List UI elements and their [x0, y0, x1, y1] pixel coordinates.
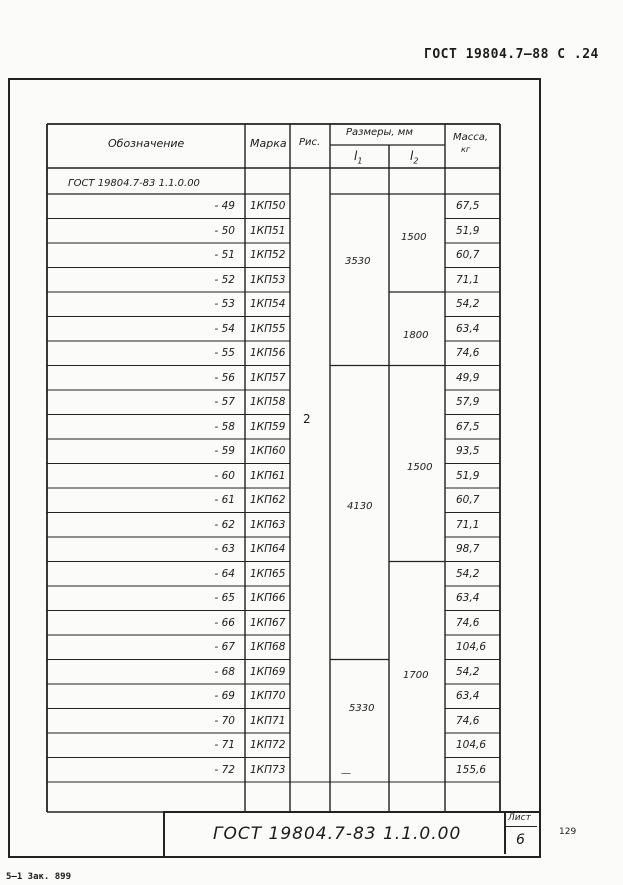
row-mark: 1КП61	[250, 469, 286, 482]
col-header-mark: Марка	[250, 137, 287, 150]
row-mark: 1КП52	[250, 249, 286, 261]
row-designation: - 55	[214, 347, 235, 359]
stamp-title: ГОСТ 19804.7-83 1.1.0.00	[213, 824, 462, 844]
row-designation: - 53	[214, 298, 235, 310]
l2-value-group-2: 1800	[403, 330, 429, 341]
row-mass: 93,5	[456, 445, 480, 457]
row-mark: 1КП59	[250, 420, 286, 433]
row-mass: 49,9	[456, 371, 480, 384]
row-mass: 74,6	[456, 347, 480, 359]
row-designation: - 70	[214, 714, 235, 727]
row-mark: 1КП67	[250, 616, 286, 629]
fig-number: 2	[303, 412, 311, 426]
row-mark: 1КП70	[250, 690, 286, 702]
row-designation: - 60	[214, 469, 235, 482]
row-mark: 1КП72	[250, 739, 286, 751]
row-mark: 1КП62	[250, 494, 286, 506]
row-mass: 63,4	[456, 322, 480, 335]
row-mass: 98,7	[456, 543, 480, 555]
row-mark: 1КП60	[250, 445, 286, 457]
row-designation: - 58	[214, 420, 235, 433]
row-mark: 1КП56	[250, 347, 286, 359]
base-designation: ГОСТ 19804.7-83 1.1.0.00	[68, 178, 200, 189]
row-mark: 1КП68	[250, 641, 286, 653]
stamp-sheet-number: 6	[516, 832, 525, 848]
row-designation: - 49	[214, 200, 235, 212]
l2-value-group-3: 1500	[407, 462, 433, 473]
row-designation: - 52	[214, 273, 235, 286]
row-designation: - 66	[214, 616, 235, 629]
col-header-fig: Рис.	[299, 137, 321, 148]
row-mass: 54,2	[456, 665, 480, 678]
row-mass: 71,1	[456, 518, 480, 531]
row-designation: - 65	[214, 592, 235, 604]
row-mark: 1КП65	[250, 567, 286, 580]
row-designation: - 72	[214, 763, 235, 776]
row-mark: 1КП57	[250, 371, 286, 384]
row-mark: 1КП69	[250, 665, 286, 678]
col-header-l1: $l_1$	[354, 149, 363, 166]
row-mark: 1КП71	[250, 714, 286, 727]
row-mass: 51,9	[456, 469, 480, 482]
row-mass: 104,6	[456, 739, 487, 751]
page-header: ГОСТ 19804.7—88 С .24	[424, 47, 599, 62]
stamp-sheet-label: Лист	[508, 813, 531, 823]
col-header-dimensions: Размеры, мм	[346, 127, 413, 138]
row-mass: 51,9	[456, 224, 480, 237]
row-mark: 1КП54	[250, 298, 286, 310]
col-header-l2: $l_2$	[410, 149, 419, 166]
page-number: 129	[559, 827, 577, 837]
row-mark: 1КП53	[250, 273, 286, 286]
row-mass: 63,4	[456, 690, 480, 702]
row-mass: 54,2	[456, 298, 480, 310]
l2-value-group-4: 1700	[403, 670, 429, 681]
row-designation: - 57	[214, 396, 235, 408]
row-designation: - 59	[214, 445, 235, 457]
row-designation: - 64	[214, 567, 235, 580]
row-designation: - 62	[214, 518, 235, 531]
row-mass: 104,6	[456, 641, 487, 653]
row-designation: - 68	[214, 665, 235, 678]
row-designation: - 71	[214, 739, 235, 751]
row-mass: 71,1	[456, 273, 480, 286]
row-designation: - 54	[214, 322, 235, 335]
l1-value-group-3: 5330	[349, 703, 375, 714]
row-designation: - 51	[214, 249, 235, 261]
row-mass: 54,2	[456, 567, 480, 580]
col-header-mass: Масса,	[453, 132, 489, 143]
row-mass: 67,5	[456, 420, 480, 433]
row-mass: 155,6	[456, 763, 487, 776]
row-mark: 1КП63	[250, 518, 286, 531]
row-mark: 1КП64	[250, 543, 286, 555]
col-header-designation: Обозначение	[108, 137, 185, 150]
row-designation: - 50	[214, 224, 235, 237]
row-mark: 1КП51	[250, 224, 286, 237]
row-mass: 60,7	[456, 494, 480, 506]
row-mass: 63,4	[456, 592, 480, 604]
l1-value-group-1: 3530	[345, 256, 371, 267]
row-mass: 74,6	[456, 616, 480, 629]
row-mark: 1КП58	[250, 396, 286, 408]
row-mark: 1КП66	[250, 592, 286, 604]
row-mass: 57,9	[456, 396, 480, 408]
col-header-mass-unit: кг	[461, 145, 471, 154]
row-mark: 1КП73	[250, 763, 286, 776]
row-designation: - 69	[214, 690, 235, 702]
row-mass: 74,6	[456, 714, 480, 727]
row-designation: - 61	[214, 494, 235, 506]
row-designation: - 63	[214, 543, 235, 555]
row-designation: - 67	[214, 641, 235, 653]
footer-note: 5—1 Зак. 899	[6, 872, 72, 882]
l2-value-group-1: 1500	[401, 232, 427, 243]
l1-value-group-4: —	[341, 768, 351, 779]
row-mass: 60,7	[456, 249, 480, 261]
l1-value-group-2: 4130	[347, 501, 373, 512]
row-mark: 1КП50	[250, 200, 286, 212]
row-mass: 67,5	[456, 200, 480, 212]
row-designation: - 56	[214, 371, 235, 384]
row-mark: 1КП55	[250, 322, 286, 335]
